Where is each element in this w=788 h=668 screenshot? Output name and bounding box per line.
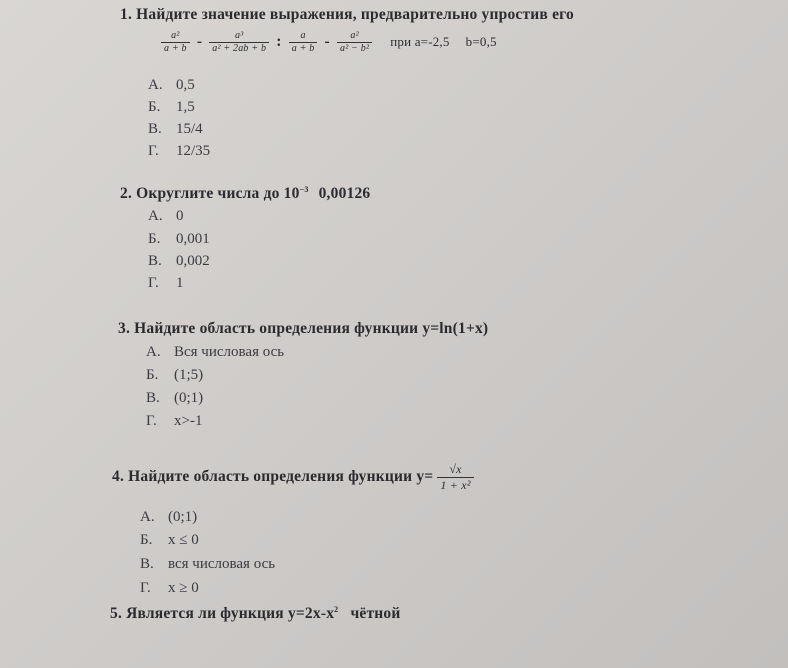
fraction-2-denominator: a² + 2ab + b [212,43,267,54]
question-5-exponent: 2 [334,605,339,614]
q3-option-b: Б. (1;5) [146,367,204,383]
fraction-3-numerator: a [289,30,318,43]
question-4-fraction [437,462,473,493]
question-3-text: Найдите область определения функции y=ln(1+x) [134,320,489,337]
q2-option-b: Б. 0,001 [148,231,210,247]
fraction-2-numerator: a³ [209,30,269,43]
q3-option-c: В. (0;1) [146,390,204,406]
q1-option-a: А. 0,5 [148,77,195,93]
q2-option-d: Г. 1 [148,275,184,291]
question-3 [118,320,488,338]
operator-3: - [324,33,330,51]
fraction-1-numerator: a² [161,30,190,43]
q4-option-a: А. (0;1) [140,509,198,525]
question-5 [110,605,400,623]
fraction-4-denominator: a² − b² [340,43,370,54]
question-5-text: Является ли функция y=2x-x [126,605,335,623]
question-2 [120,185,370,203]
question-4 [112,462,477,493]
question-4-text: Найдите область определения функции y= [128,468,434,486]
question-5-tail: чётной [350,605,401,623]
operator-1: - [196,33,203,51]
fraction-4 [337,30,372,55]
question-1 [120,6,574,24]
q4-option-b: Б. x ≤ 0 [140,532,199,548]
q1-option-b: Б. 1,5 [148,99,195,115]
question-5-number: 5. [110,605,123,623]
q4-option-d: Г. x ≥ 0 [140,580,199,596]
condition-b: b=0,5 [465,34,497,50]
q3-option-a: А. Вся числовая ось [146,344,285,360]
fraction-3-denominator: a + b [291,43,315,54]
question-2-text: Округлите числа до 10 [136,185,300,203]
question-2-exponent: −3 [299,185,309,194]
question-1-expression [158,30,497,55]
question-1-number: 1. [120,6,133,23]
question-4-numerator: √x [437,462,473,478]
q2-option-a: А. 0 [148,208,184,224]
fraction-2 [209,30,269,55]
question-4-number: 4. [112,468,125,486]
operator-2: : [276,33,282,51]
q1-option-d: Г. 12/35 [148,143,211,159]
question-1-text: Найдите значение выражения, предварительно упростив его [136,6,574,23]
question-4-denominator: 1 + x² [440,478,471,492]
question-2-number: 2. [120,185,133,203]
fraction-3 [289,30,318,55]
question-2-value: 0,00126 [318,185,371,203]
fraction-1 [161,30,190,55]
q1-option-c: В. 15/4 [148,121,203,137]
q4-option-c: В. вся числовая ось [140,556,276,572]
question-3-number: 3. [118,320,131,337]
condition-a: при a=-2,5 [390,34,450,50]
q3-option-d: Г. x>-1 [146,413,203,429]
fraction-1-denominator: a + b [164,43,187,54]
fraction-4-numerator: a² [337,30,372,43]
q2-option-c: В. 0,002 [148,253,210,269]
